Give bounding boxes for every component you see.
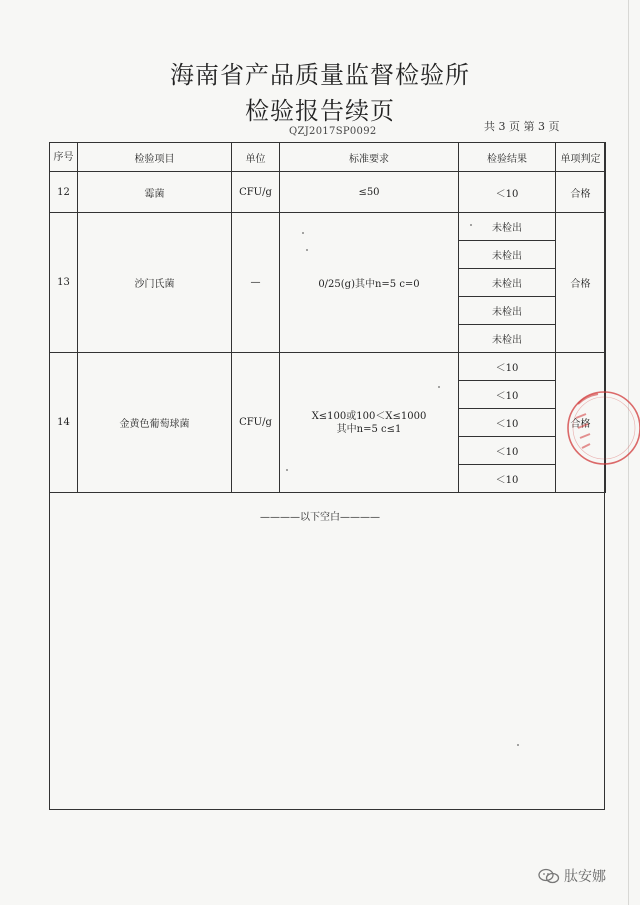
institute-title: 海南省产品质量监督检验所 <box>170 61 470 89</box>
row-index: 12 <box>50 172 78 213</box>
row-result: 未检出 <box>459 325 556 353</box>
header-result: 检验结果 <box>459 143 556 172</box>
row-result: ＜10 <box>459 172 556 213</box>
table-row <box>50 213 606 241</box>
scan-speck <box>438 386 440 388</box>
row-standard <box>280 353 459 493</box>
report-code: QZJ2017SP0092 <box>289 126 377 137</box>
wechat-icon <box>538 868 560 884</box>
row-verdict: 合格 <box>556 172 606 213</box>
row-index: 14 <box>50 353 78 493</box>
row-index: 13 <box>50 213 78 353</box>
watermark-text: 肽安娜 <box>564 869 606 885</box>
scan-speck <box>517 744 519 746</box>
page-counter: 共 3 页 第 3 页 <box>484 120 560 133</box>
table-header-row <box>50 143 606 172</box>
row-item: 金黄色葡萄球菌 <box>78 353 232 493</box>
row-result: ＜10 <box>459 465 556 493</box>
row-result: ＜10 <box>459 437 556 465</box>
row-item: 沙门氏菌 <box>78 213 232 353</box>
scan-speck <box>470 224 472 226</box>
blank-note: ————以下空白———— <box>260 512 380 523</box>
standard-line2: 其中n=5 c≤1 <box>336 423 402 435</box>
row-result: 未检出 <box>459 241 556 269</box>
scan-speck <box>286 469 288 471</box>
row-standard: ≤50 <box>280 172 459 213</box>
row-result: ＜10 <box>459 381 556 409</box>
standard-line1: X≤100或100＜X≤1000 <box>311 410 427 422</box>
scan-speck <box>302 232 304 234</box>
header-unit: 单位 <box>232 143 280 172</box>
results-table <box>49 142 606 493</box>
row-item: 霉菌 <box>78 172 232 213</box>
row-unit: — <box>232 213 280 353</box>
row-result: 未检出 <box>459 297 556 325</box>
header-index: 序号 <box>50 143 78 172</box>
row-result: 未检出 <box>459 269 556 297</box>
row-verdict: 合格 <box>556 353 606 493</box>
row-result: ＜10 <box>459 409 556 437</box>
row-standard: 0/25(g)其中n=5 c=0 <box>280 213 459 353</box>
row-verdict: 合格 <box>556 213 606 353</box>
row-unit: CFU/g <box>232 172 280 213</box>
watermark <box>538 866 606 886</box>
header-standard: 标准要求 <box>280 143 459 172</box>
scan-speck <box>306 249 308 251</box>
table-row <box>50 353 606 381</box>
table-row <box>50 172 606 213</box>
header-item: 检验项目 <box>78 143 232 172</box>
official-seal-stamp <box>556 384 640 470</box>
report-subtitle: 检验报告续页 <box>245 97 395 125</box>
row-result: ＜10 <box>459 353 556 381</box>
header-verdict: 单项判定 <box>556 143 606 172</box>
row-result: 未检出 <box>459 213 556 241</box>
row-unit: CFU/g <box>232 353 280 493</box>
